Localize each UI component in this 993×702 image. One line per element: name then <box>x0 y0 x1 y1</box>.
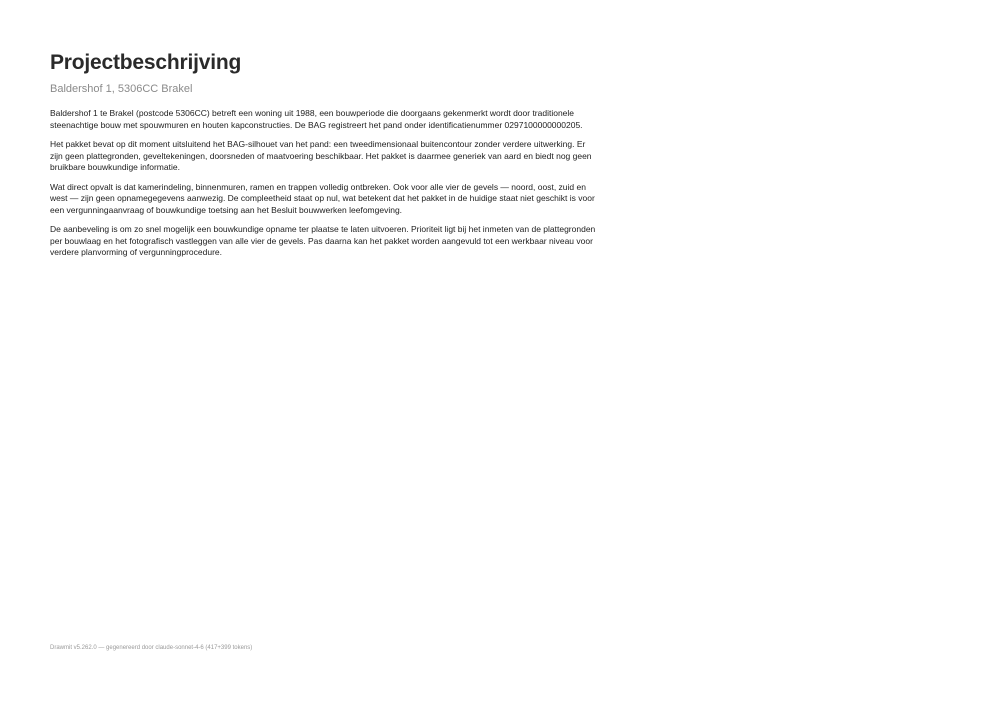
document-body <box>50 108 610 259</box>
footer-generator-note: Drawmit v5.262.0 — gegenereerd door claude-sonnet-4-6 (417+399 tokens) <box>50 645 253 651</box>
paragraph-missing-data: Wat direct opvalt is dat kamerindeling, binnenmuren, ramen en trappen volledig ontbreken. Ook voor alle vier de gevels — noord, oost, zuid en west — zijn geen opnamegegevens aanwezig. De compleetheid staat op nul, wat betekent dat het pakket in de huidige staat niet geschikt is voor een vergunningaanvraag of bouwkundige toetsing aan het Besluit bouwwerken leefomgeving. <box>50 181 595 215</box>
page-subtitle-address: Baldershof 1, 5306CC Brakel <box>50 83 193 95</box>
paragraph-package-contents: Het pakket bevat op dit moment uitsluitend het BAG-silhouet van het pand: een tweedimensionaal buitencontour zonder verdere uitwerking. Er zijn geen plattegronden, geveltekeningen, doorsneden of maatvoering beschikbaar. Het pakket is daarmee generiek van aard en biedt nog geen bruikbare bouwkundige informatie. <box>50 139 592 172</box>
document-page <box>50 51 610 267</box>
paragraph-intro: Baldershof 1 te Brakel (postcode 5306CC) betreft een woning uit 1988, een bouwperiode die doorgaans gekenmerkt wordt door traditionele steenachtige bouw met spouwmuren en houten kapconstructies. De BAG registreert het pand onder identificatienummer 0297100000000205. <box>50 108 583 130</box>
paragraph-recommendation: De aanbeveling is om zo snel mogelijk een bouwkundige opname ter plaatse te laten uitvoeren. Prioriteit ligt bij het inmeten van de plattegronden per bouwlaag en het fotografisch vastleggen van alle vier de gevels. Pas daarna kan het pakket worden aangevuld tot een werkbaar niveau voor verdere planvorming of vergunningprocedure. <box>50 224 596 257</box>
page-title: Projectbeschrijving <box>50 51 242 74</box>
